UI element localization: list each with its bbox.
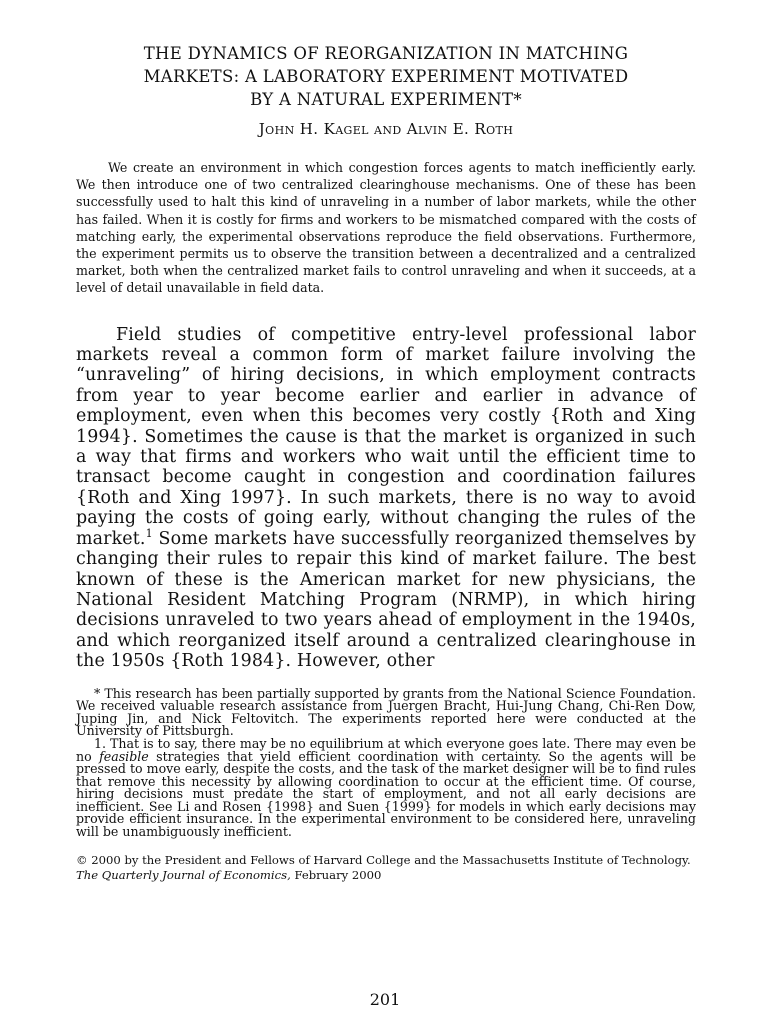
- abstract: We create an environment in which congestion forces agents to match inefficiently early. We then introduce one of two centralized clearinghouse mechanisms. One of these has been successfully used to halt this kind of unraveling in a number of labor markets, while the other has failed. When it is costly for firms and workers to be mismatched compared with the costs of matching early, the experimental observations reproduce the field observations. Furthermore, the experiment permits us to observe the transition between a decentralized and a centralized market, both when the centralized market fails to control unraveling and when it succeeds, at a level of detail unavailable in field data.: [76, 160, 696, 296]
- footnote-1-italic: feasible: [99, 748, 149, 764]
- footnote-ref-1: 1: [145, 526, 153, 540]
- journal-line: [76, 868, 696, 884]
- page-number: 201: [369, 990, 401, 1009]
- footnote-1-text-a: 1. That is to say, there may be no equilibrium at which everyone goes late. There may even be no: [76, 735, 696, 764]
- body-text-part-2: Some markets have successfully reorganized themselves by changing their rules to repair this kind of market failure. The best known of these is the American market for new physicians, the National Resident Matching Program (NRMP), in which hiring decisions unraveled to two years ahead of employment in the 1940s, and which reorganized itself around a centralized clearinghouse in the 1950s {Roth 1984}. However, other: [76, 528, 696, 672]
- title-line-3: BY A NATURAL EXPERIMENT*: [250, 90, 522, 109]
- footnotes: [76, 685, 696, 840]
- body-text-part-1: Field studies of competitive entry-level professional labor markets reveal a common form of market failure involving the “unraveling” of hiring decisions, in which employment contracts from year to year become earlier and earlier in advance of employment, even when this becomes very costly {Roth and Xing 1994}. Sometimes the cause is that the market is organized in such a way that firms and workers who wait until the efficient time to transact become caught in congestion and coordination failures {Roth and Xing 1997}. In such markets, there is no way to avoid paying the costs of going early, without changing the rules of the market.: [76, 324, 696, 549]
- body-paragraph: [76, 325, 696, 672]
- title-line-2: MARKETS: A LABORATORY EXPERIMENT MOTIVATED: [143, 67, 629, 86]
- footnote-1: [76, 735, 696, 840]
- author-line: John H. Kagel and Alvin E. Roth: [258, 120, 514, 138]
- footnote-1-text-b: strategies that yield efficient coordination with certainty. So the agents will be pressed to move early, despite the costs, and the task of the market designer will be to find rules that remove this necessity by allowing coordination to occur at the efficient time. Of course, hiring decisions must predate the start of employment, and not all early decisions are inefficient. See Li and Rosen {1998} and Suen {1999} for models in which early decisions may provide efficient insurance. In the experimental environment to be considered here, unraveling will be unambiguously inefficient.: [76, 748, 696, 840]
- journal-name: The Quarterly Journal of Economics,: [76, 868, 291, 883]
- journal-date: February 2000: [290, 868, 382, 883]
- paper-title: [76, 42, 696, 111]
- copyright-block: [76, 853, 696, 884]
- footnote-star: * This research has been partially supported by grants from the National Science Foundation. We received valuable research assistance from Juergen Bracht, Hui-Jung Chang, Chi-Ren Dow, Juping Jin, and Nick Feltovitch. The experiments reported here were conducted at the University of Pittsburgh.: [76, 685, 696, 739]
- copyright-line: © 2000 by the President and Fellows of Harvard College and the Massachusetts Institute of Technology.: [76, 852, 691, 867]
- title-line-1: THE DYNAMICS OF REORGANIZATION IN MATCHING: [143, 44, 629, 63]
